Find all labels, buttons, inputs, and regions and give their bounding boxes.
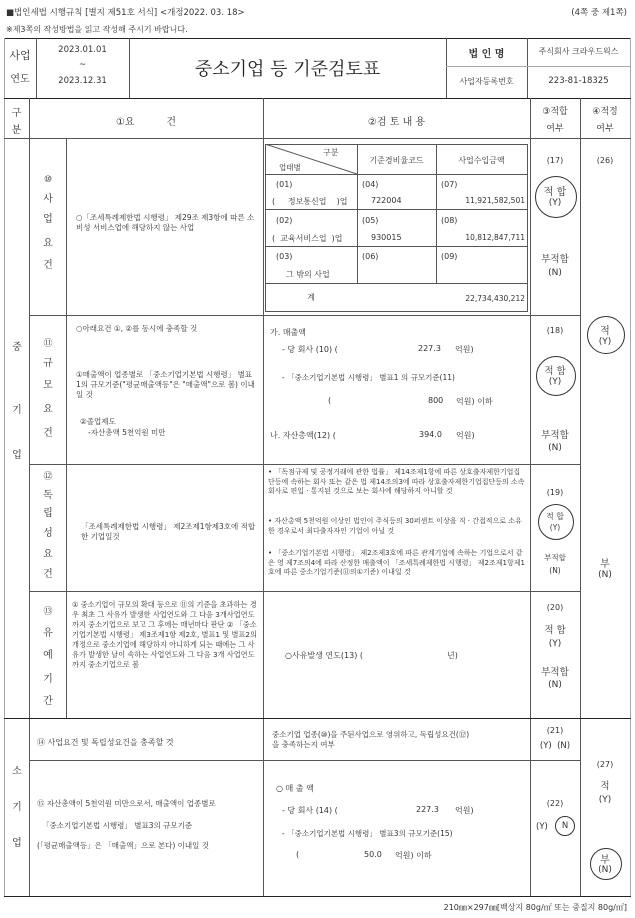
- grace-fit-no-label: 부적합: [541, 667, 569, 678]
- corp-name-label: 법 인 명: [468, 49, 505, 60]
- business-fit-n: (N): [548, 268, 562, 278]
- instruction-note: ※제3쪽의 작성방법을 읽고 작성해 주시기 바랍니다.: [6, 25, 188, 34]
- small-row2-req-1: ⑮ 자산총액이 5천억원 미만으로서, 매출액이 업종별로: [37, 799, 216, 808]
- scale-asset-unit: 억원): [456, 431, 475, 440]
- paper-spec: 210㎜×297㎜[백상지 80g/㎡ 또는 중질지 80g/㎡]: [443, 903, 627, 912]
- small-row2-fit-y[interactable]: (Y): [536, 822, 548, 832]
- scale-fit-no-label: 부적합: [541, 430, 569, 441]
- scale-req-1: ○아래요건 ①, ②를 동시에 충족할 것: [76, 324, 198, 333]
- small-review-c: - 「중소기업기본법 시행령」 별표3의 규모기준(15): [282, 829, 453, 838]
- business-requirement: ○「조세특례제한법 시행령」 제29조 제3항에 따른 소비성 서비스업에 해당하지 않는 사업: [76, 213, 255, 232]
- independence-fit-yes: 적 합: [546, 512, 564, 521]
- sme-eligible-n: (N): [598, 570, 612, 580]
- year-label-2: 연도: [10, 74, 30, 85]
- biz-no-value: 223-81-18325: [548, 76, 609, 86]
- corp-name-value: 주식회사 크라우드웍스: [538, 47, 619, 56]
- sme-eligible-yes: 적: [600, 326, 610, 337]
- small-eligible-yes: 적: [600, 781, 610, 792]
- small-eligible-y: (Y): [598, 795, 612, 805]
- grace-fit-no: (20): [546, 603, 564, 612]
- col-fit-2: 여부: [546, 124, 564, 134]
- small-eligible-n: (N): [598, 865, 612, 875]
- small-eligible-no: (27): [596, 760, 614, 769]
- col-requirement: ①요 건: [115, 117, 177, 128]
- small-review-a: ○ 매 출 액: [276, 784, 314, 793]
- col-gubun-2: 분: [11, 125, 22, 136]
- small-row1-requirement: ⑭ 사업요건 및 독립성요건을 충족할 것: [37, 738, 174, 747]
- col-fit-1: ③적합: [542, 107, 568, 117]
- col-eligible-1: ④적정: [592, 107, 618, 117]
- small-revenue-unit: 억원): [455, 806, 474, 815]
- grace-fit-yes: 적 합: [544, 625, 566, 636]
- scale-review-c: - 「중소기업기본법 시행령」 별표1 의 규모기준(11): [282, 373, 455, 382]
- scale-revenue-unit: 억원): [455, 345, 474, 354]
- small-revenue-value: 227.3: [416, 805, 439, 814]
- small-row2-fit-no: (22): [546, 799, 564, 808]
- scale-asset-value: 394.0: [419, 430, 442, 439]
- independence-requirement: 「조세특례제한법 시행령」 제2조제1항제3호에 적합한 기업일것: [81, 522, 256, 541]
- period-tilde: ~: [78, 60, 87, 70]
- independence-review-1: • 「독점규제 및 공정거래에 관한 법률」 제14조제1항에 따른 상호출자제한기업집단등에 속하는 회사 또는 같은 법 제14조의3에 따라 상호출자제한기업집단등의 소속회사로 편입 · 통지된 것으로 보는 회사에 해당하지 아니할 것: [268, 468, 525, 495]
- grace-review: ○사유발생 연도(13) (: [285, 651, 363, 660]
- page-indicator: (4쪽 중 제1쪽): [571, 8, 627, 18]
- scale-fit-no: (18): [546, 326, 564, 335]
- scale-req-2: ①매출액이 업종별로 「중소기업기본법 시행령」 별표1의 규모기준("평균매출액등"은 "매출액"으로 봄) 이내일 것: [76, 370, 255, 399]
- scale-req-4: -자산총액 5천억원 미만: [88, 428, 166, 437]
- small-row2-fit-n: N: [561, 821, 569, 831]
- scale-review-a: 가. 매출액: [270, 328, 306, 337]
- small-row1-review: 중소기업 업종(⑩)을 주된사업으로 영위하고, 독립성요건(⑫)을 충족하는지 여부: [272, 730, 470, 749]
- year-label-1: 사업: [9, 49, 31, 62]
- sme-label-1: 중: [12, 342, 22, 353]
- small-standard-value: 50.0: [364, 850, 382, 859]
- scale-review-b: - 당 회사 (10) (: [282, 345, 338, 354]
- small-standard-unit: 억원) 이하: [395, 851, 432, 860]
- scale-review-c-open: (: [328, 396, 332, 405]
- independence-fit-no: (19): [546, 488, 564, 497]
- scale-fit-yes: 적 합: [544, 366, 566, 377]
- scale-standard-unit: 억원) 이하: [456, 397, 493, 406]
- independence-fit-y: (Y): [549, 523, 561, 532]
- col-gubun-1: 구: [11, 108, 22, 119]
- business-fit-no: (17): [546, 156, 564, 165]
- scale-req-3: ②졸업제도: [80, 417, 116, 426]
- form-caption: ■법인세법 시행규칙 [별지 제51호 서식] <개정2022. 03. 18>: [6, 8, 245, 18]
- sme-eligible-no-label: 부: [600, 559, 610, 570]
- independence-review-3: • 「중소기업기본법 시행령」 제2조제3호에 따른 관계기업에 속하는 기업으로서 같은 영 제7조의4에 따라 산정한 매출액이 「조세특례제한법 시행령」 제2조제1항제1호에 따른 중소기업기준(⑪의①기준) 이내일 것: [268, 549, 525, 576]
- small-row2-req-3: (「평균매출액등」은 「매출액」으로 본다) 이내일 것: [37, 841, 210, 850]
- small-label-3: 업: [12, 838, 22, 849]
- period-end: 2023.12.31: [58, 76, 107, 86]
- grace-fit-n: (N): [548, 680, 562, 690]
- small-row1-fit-yn[interactable]: (Y) (N): [539, 741, 571, 751]
- biz-no-label: 사업자등록번호: [459, 77, 514, 86]
- small-label-1: 소: [12, 766, 22, 777]
- col-review: ②검 토 내 용: [367, 117, 426, 128]
- grace-review-end: 년): [447, 651, 458, 660]
- grace-fit-y: (Y): [548, 639, 562, 649]
- scale-fit-y: (Y): [548, 377, 562, 387]
- independence-fit-no-label: 부적합: [544, 553, 566, 562]
- scale-revenue-value: 227.3: [418, 344, 441, 353]
- scale-standard-value: 800: [428, 396, 444, 405]
- independence-fit-n: (N): [549, 566, 561, 575]
- small-review-c-open: (: [296, 850, 300, 859]
- small-label-2: 기: [12, 802, 22, 813]
- independence-review-2: • 자산총액 5천억원 이상인 법인이 주식등의 30퍼센트 이상을 직 · 간접적으로 소유한 경우로서 최다출자자인 기업이 아닐 것: [268, 517, 522, 535]
- col-eligible-2: 여부: [596, 124, 614, 134]
- page-title: 중소기업 등 기준검토표: [194, 59, 381, 80]
- business-fit-yes: 적 합: [543, 187, 567, 198]
- business-fit-y: (Y): [548, 198, 562, 208]
- sme-eligible-y: (Y): [598, 337, 612, 347]
- small-eligible-no-label: 부: [600, 855, 610, 866]
- scale-review-d: 나. 자산총액(12) (: [270, 431, 336, 440]
- grace-requirement: ① 중소기업이 규모의 확대 등으로 ⑪의 기준을 초과하는 경우 최초 그 사유가 발생한 사업연도와 그 다음 3개사업연도까지 중소기업으로 보고 그 후에는 매년마다 판단 ② 「중소기업기본법 시행령」 제3조제1항 제2호, 별표1 및 별표2의 개정으로 중소기업에 해당하지 아니하게 되는 때에는 그 사유가 발생한 날이 속하는 사업연도와 그 다음 3개 사업연도까지 중소기업으로 봄: [72, 600, 257, 669]
- small-review-b: - 당 회사 (14) (: [282, 806, 338, 815]
- small-row1-fit-no: (21): [546, 726, 564, 735]
- period-start: 2023.01.01: [58, 45, 107, 55]
- business-fit-no-label: 부적합: [541, 254, 569, 265]
- sme-label-3: 업: [12, 450, 22, 461]
- sme-eligible-no: (26): [596, 156, 614, 165]
- scale-fit-n: (N): [548, 443, 562, 453]
- independence-fit-yes-mark[interactable]: [538, 504, 574, 540]
- sme-label-2: 기: [12, 405, 22, 416]
- small-row2-req-2: 「중소기업기본법 시행령」 별표3의 규모기준: [42, 821, 193, 830]
